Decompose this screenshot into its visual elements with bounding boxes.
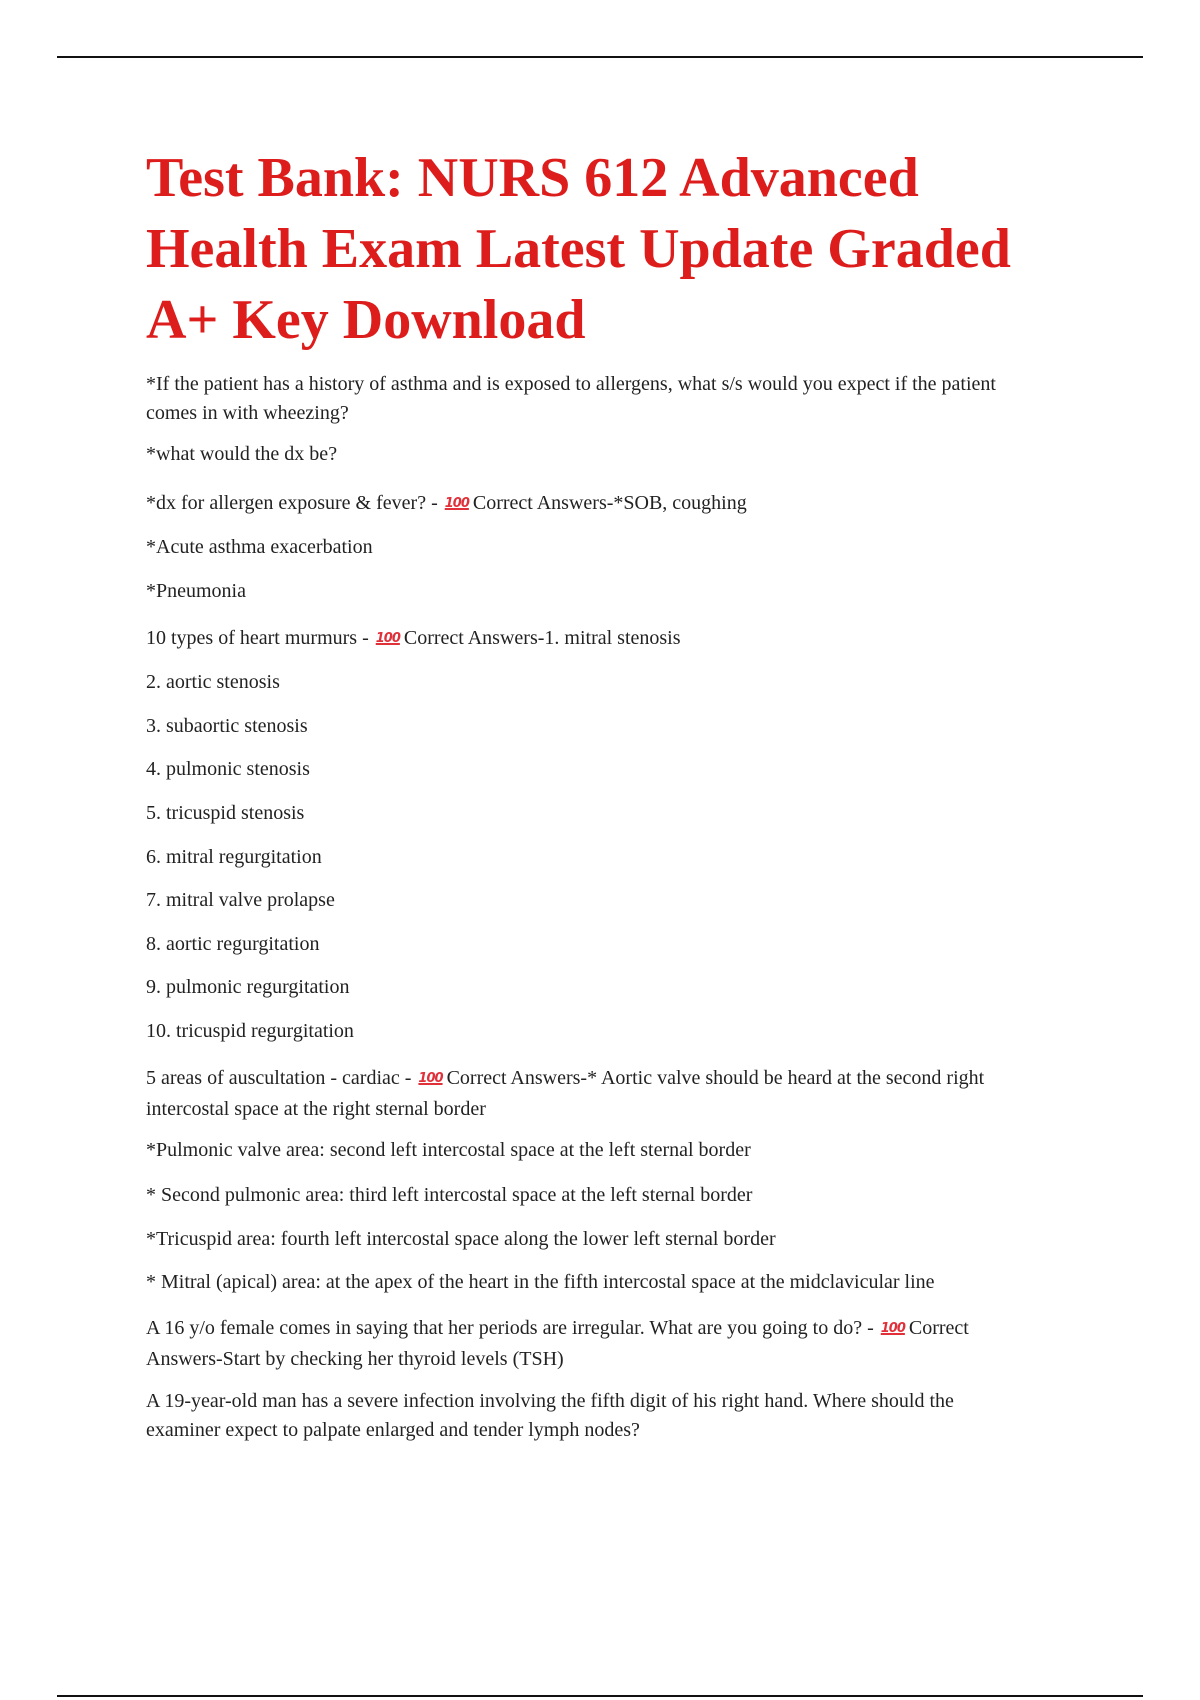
title-line: Test Bank: NURS 612 Advanced: [146, 147, 919, 209]
title-line: A+ Key Download: [146, 289, 586, 351]
hundred-points-icon: 100: [880, 1321, 905, 1336]
answer-pneumonia: *Pneumonia: [146, 580, 246, 602]
list-item: 7. mitral valve prolapse: [146, 889, 335, 911]
hundred-points-icon: 100: [444, 496, 469, 511]
question-heart-murmurs: 10 types of heart murmurs - 100 Correct Answers-1. mitral stenosis: [146, 624, 1106, 655]
list-item: 8. aortic regurgitation: [146, 933, 320, 955]
title-line: Health Exam Latest Update Graded: [146, 218, 1011, 280]
question-dx: *what would the dx be?: [146, 443, 338, 465]
question-lymph-nodes: A 19-year-old man has a severe infection involving the fifth digit of his right hand. Where should the examiner expect to palpate enlarged and tender lymph nodes?: [146, 1390, 954, 1441]
list-item: * Second pulmonic area: third left intercostal space at the left sternal border: [146, 1184, 753, 1206]
list-item: * Mitral (apical) area: at the apex of the heart in the fifth intercostal space at the midclavicular line: [146, 1271, 935, 1293]
question-auscultation-areas: 5 areas of auscultation - cardiac - 100 Correct Answers-* Aortic valve should be heard at the second right intercostal space at the right sternal border: [146, 1064, 1106, 1124]
list-item: *Pulmonic valve area: second left intercostal space at the left sternal border: [146, 1139, 751, 1161]
list-item: 3. subaortic stenosis: [146, 715, 308, 737]
list-item: 9. pulmonic regurgitation: [146, 976, 350, 998]
question-asthma-wheezing: *If the patient has a history of asthma and is exposed to allergens, what s/s would you expect if the patient comes in with wheezing?: [146, 373, 996, 424]
question-irregular-periods: A 16 y/o female comes in saying that her periods are irregular. What are you going to do? - 100 Correct Answers-Start by checking her thyroid levels (TSH): [146, 1314, 1106, 1374]
answer-asthma-exacerbation: *Acute asthma exacerbation: [146, 536, 373, 558]
list-item: 10. tricuspid regurgitation: [146, 1020, 354, 1042]
header-rule: [57, 56, 1143, 58]
page-title: [146, 143, 1096, 356]
list-item: 2. aortic stenosis: [146, 671, 280, 693]
footer-rule: [57, 1695, 1143, 1697]
list-item: 6. mitral regurgitation: [146, 846, 322, 868]
list-item: 4. pulmonic stenosis: [146, 758, 310, 780]
list-item: 5. tricuspid stenosis: [146, 802, 305, 824]
hundred-points-icon: 100: [418, 1071, 443, 1086]
list-item: *Tricuspid area: fourth left intercostal space along the lower left sternal border: [146, 1228, 776, 1250]
question-allergen-fever: *dx for allergen exposure & fever? - 100 Correct Answers-*SOB, coughing: [146, 489, 1106, 520]
hundred-points-icon: 100: [375, 631, 400, 646]
